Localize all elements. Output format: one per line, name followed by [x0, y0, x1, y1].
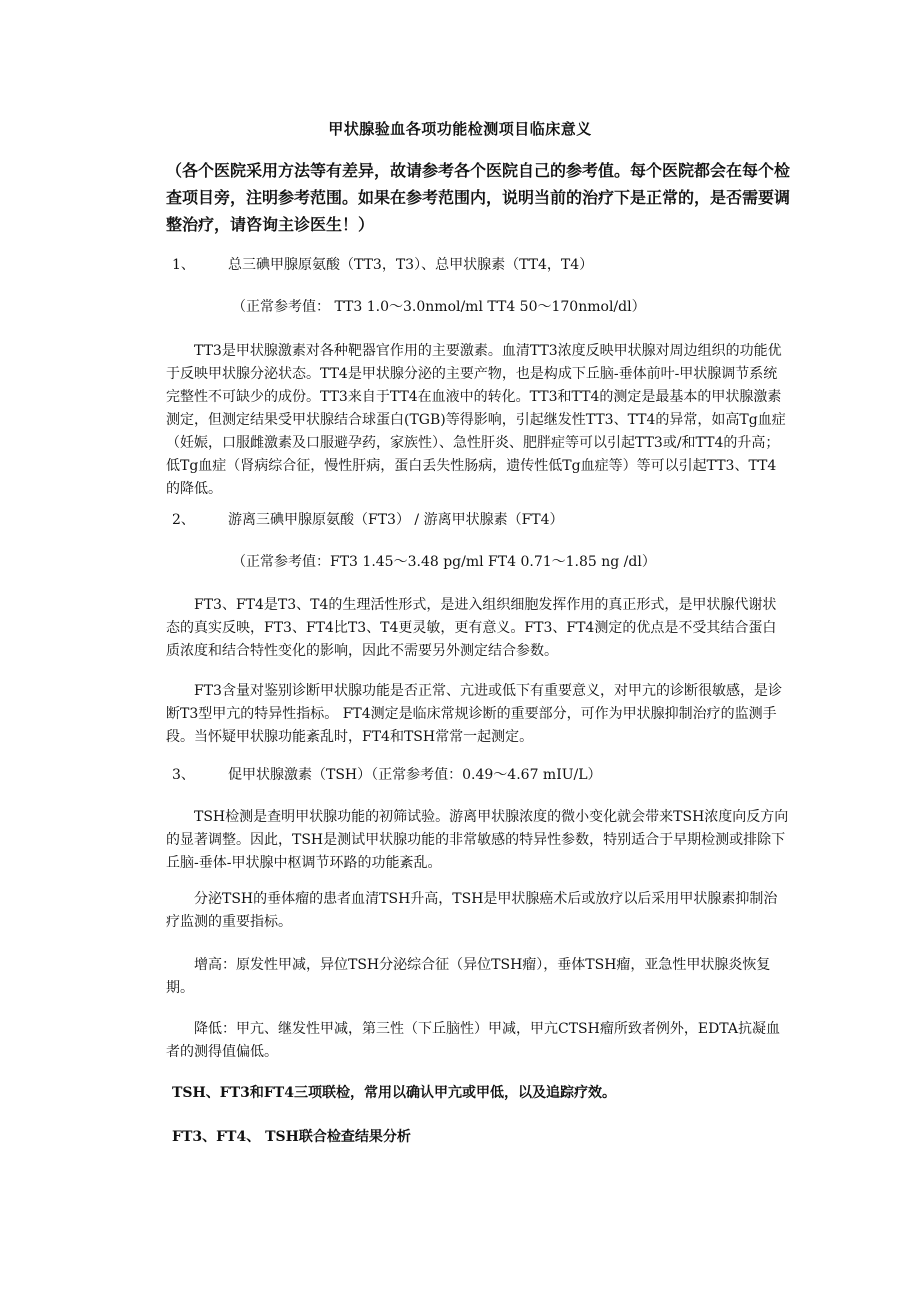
- section-1-heading: [172, 255, 593, 275]
- section-3-paragraph-2: 分泌TSH的垂体瘤的患者血清TSH升高，TSH是甲状腺癌术后或放疗以后采用甲状腺素抑制治疗监测的重要指标。: [166, 891, 778, 930]
- section-3-title: 促甲状腺激素（TSH）（正常参考值：0.49～4.67 mIU/L）: [228, 767, 602, 783]
- document-title: 甲状腺验血各项功能检测项目临床意义: [328, 120, 592, 138]
- section-2-paragraph-1: FT3、FT4是T3、T4的生理活性形式，是进入组织细胞发挥作用的真正形式，是甲状腺代谢状态的真实反映，FT3、FT4比T3、T4更灵敏，更有意义。FT3、FT4测定的优点是不受其结合蛋白质浓度和结合特性变化的影响，因此不需要另外测定结合参数。: [166, 597, 777, 659]
- section-3-heading: [172, 765, 602, 785]
- section-1-reference: （正常参考值： TT3 1.0～3.0nmol/ml TT4 50～170nmol/dl）: [232, 299, 646, 315]
- section-1-title: 总三碘甲腺原氨酸（TT3，T3）、总甲状腺素（TT4，T4）: [228, 257, 594, 273]
- section-2-paragraph-2: FT3含量对鉴别诊断甲状腺功能是否正常、亢进或低下有重要意义，对甲亢的诊断很敏感，是诊断T3型甲亢的特异性指标。 FT4测定是临床常规诊断的重要部分，可作为甲状腺抑制治疗的监测手段。当怀疑甲状腺功能紊乱时，FT4和TSH常常一起测定。: [166, 683, 782, 745]
- summary-analysis-heading: FT3、FT4、 TSH联合检查结果分析: [172, 1129, 411, 1145]
- section-1-paragraph-1: TT3是甲状腺激素对各种靶器官作用的主要激素。血清TT3浓度反映甲状腺对周边组织的功能优于反映甲状腺分泌状态。TT4是甲状腺分泌的主要产物，也是构成下丘脑-垂体前叶-甲状腺调节系统完整性不可缺少的成份。TT3来自于TT4在血液中的转化。TT3和TT4的测定是最基本的甲状腺激素测定，但测定结果受甲状腺结合球蛋白(TGB)等得影响，引起继发性TT3、TT4的异常，如高Tg血症（妊娠，口服雌激素及口服避孕药，家族性）、急性肝炎、肥胖症等可以引起TT3或/和TT4的升高；低Tg血症（肾病综合征，慢性肝病，蛋白丢失性肠病，遗传性低Tg血症等）等可以引起TT3、TT4的降低。: [166, 343, 786, 497]
- section-2-title: 游离三碘甲腺原氨酸（FT3） / 游离甲状腺素（FT4）: [228, 512, 564, 528]
- summary-joint-test: TSH、FT3和FT4三项联检，常用以确认甲亢或甲低，以及追踪疗效。: [172, 1085, 616, 1101]
- section-1-number: 1、: [172, 257, 195, 273]
- section-2-reference: （正常参考值：FT3 1.45～3.48 pg/ml FT4 0.71～1.85 ng /dl）: [232, 554, 656, 570]
- section-3-paragraph-3: 增高：原发性甲减，异位TSH分泌综合征（异位TSH瘤），垂体TSH瘤，亚急性甲状腺炎恢复期。: [166, 957, 771, 996]
- section-3-paragraph-1: TSH检测是查明甲状腺功能的初筛试验。游离甲状腺浓度的微小变化就会带来TSH浓度向反方向的显著调整。因此，TSH是测试甲状腺功能的非常敏感的特异性参数，特别适合于早期检测或排除下丘脑-垂体-甲状腺中枢调节环路的功能紊乱。: [166, 809, 789, 871]
- intro-note: （各个医院采用方法等有差异，故请参考各个医院自己的参考值。每个医院都会在每个检查项目旁，注明参考范围。如果在参考范围内，说明当前的治疗下是正常的，是否需要调整治疗，请咨询主诊医生！）: [166, 161, 791, 234]
- section-3-number: 3、: [172, 767, 195, 783]
- section-2-number: 2、: [172, 512, 195, 528]
- section-3-paragraph-4: 降低：甲亢、继发性甲减，第三性（下丘脑性）甲减，甲亢CTSH瘤所致者例外，EDTA抗凝血者的测得值偏低。: [166, 1021, 780, 1060]
- section-2-heading: [172, 510, 564, 530]
